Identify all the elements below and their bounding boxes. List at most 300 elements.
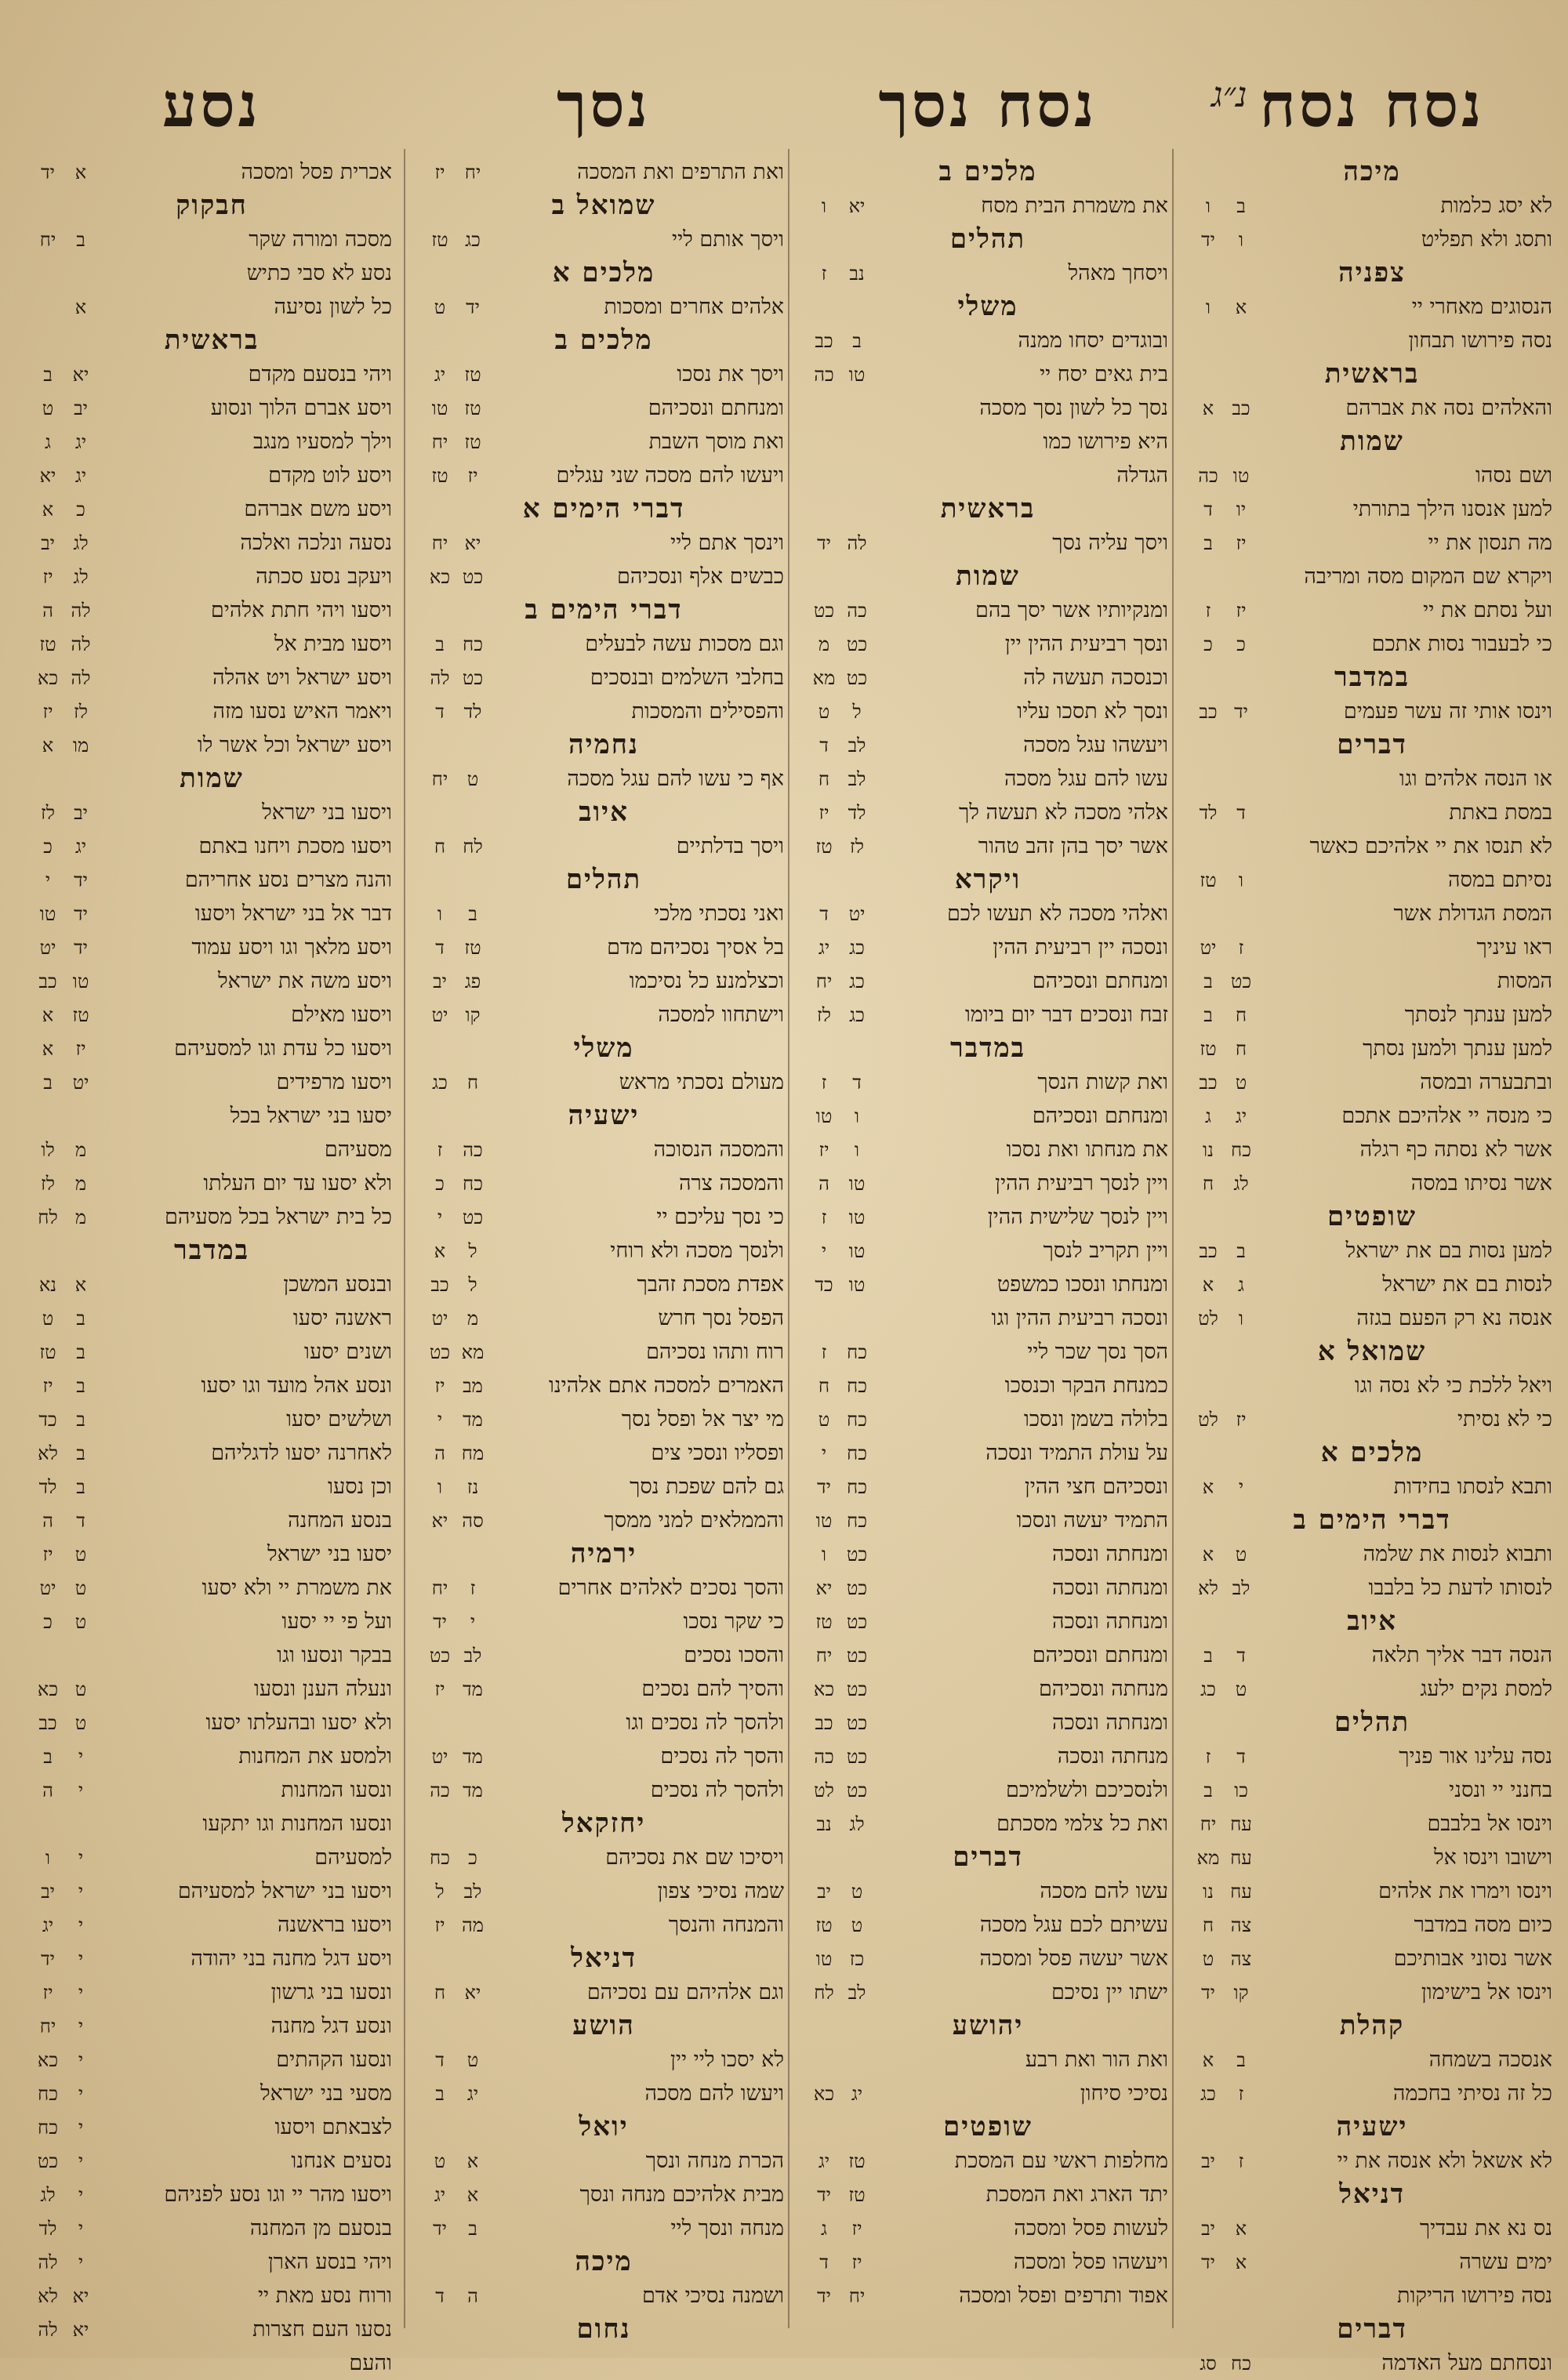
entry-text: ויהי בנסעם מקדם	[248, 362, 392, 386]
chapter-ref: יו	[1236, 499, 1247, 521]
chapter-ref: צה	[1230, 1914, 1252, 1936]
chapter-ref: ד	[1236, 1746, 1246, 1768]
verse-ref: ז	[1205, 1746, 1211, 1768]
chapter-ref: לג	[73, 566, 89, 588]
entry-text: ומנחתה ונסכה	[1051, 1609, 1168, 1634]
entry-text: לצבאתם ויסעו	[274, 2115, 392, 2139]
entry-text: נסע לא סבי כתיש	[246, 261, 392, 285]
entry-text: נסיתם במסה	[1447, 868, 1552, 892]
concordance-entry	[808, 1908, 1168, 1942]
chapter-ref: ט	[1235, 1072, 1247, 1094]
book-heading	[1192, 2009, 1552, 2043]
concordance-entry	[808, 1065, 1168, 1099]
entry-text: לעשות פסל ומסכה	[1014, 2216, 1168, 2240]
chapter-ref: ב	[1236, 1240, 1246, 1262]
verse-ref: ח	[818, 1375, 830, 1397]
chapter-ref: יא	[848, 195, 866, 217]
verse-ref: ח	[1202, 1914, 1214, 1936]
verse-ref: יח	[1200, 1813, 1217, 1835]
concordance-entry	[423, 1301, 784, 1335]
concordance-entry	[808, 1402, 1168, 1436]
column-heading: נסח נסך	[878, 70, 1098, 141]
entry-text: ונסעו בני גרשון	[270, 1980, 392, 2004]
book-name: נחמיה	[568, 729, 639, 760]
chapter-ref: מ	[466, 1308, 479, 1330]
entry-text: אפדת מסכת זהבך	[637, 1272, 784, 1297]
concordance-entry	[808, 2043, 1168, 2077]
entry-text: וכצלמנע כל נסיכמו	[629, 969, 784, 993]
concordance-entry	[423, 1740, 784, 1773]
book-heading	[1192, 357, 1552, 391]
concordance-entry	[1192, 2144, 1552, 2178]
entry-text: ולמסע את המחנות	[238, 1744, 392, 1769]
verse-ref: יז	[42, 1544, 53, 1566]
concordance-entry	[808, 1638, 1168, 1672]
entry-text: ויאמר האיש נסעו מזה	[212, 699, 392, 724]
concordance-entry	[1192, 1975, 1552, 2009]
concordance-entry	[423, 223, 784, 256]
verse-ref: ב	[1203, 1004, 1213, 1026]
verse-ref: כא	[37, 1678, 59, 1700]
entry-text: לא יסכו ליי יין	[670, 2048, 784, 2072]
chapter-ref: א	[74, 296, 87, 318]
entry-text: ולנסך מסכה ולא רוחי	[610, 1239, 784, 1263]
chapter-ref: ח	[466, 1072, 479, 1094]
chapter-ref: לב	[463, 1881, 482, 1903]
verse-ref: א	[42, 499, 54, 521]
concordance-entry	[31, 492, 392, 526]
concordance-entry	[1192, 1065, 1552, 1099]
chapter-ref: י	[1238, 1476, 1244, 1498]
verse-ref: ב	[1203, 971, 1213, 992]
entry-text: ויסיכו שם את נסכיהם	[605, 1845, 784, 1870]
book-name: בראשית	[164, 325, 260, 356]
book-heading	[423, 2110, 784, 2144]
chapter-ref: יד	[74, 903, 88, 925]
chapter-ref: כט	[846, 1577, 868, 1599]
entry-text: והסכו נסכים	[684, 1643, 784, 1667]
concordance-entry	[31, 2110, 392, 2144]
verse-ref: יג	[434, 2184, 446, 2206]
verse-ref: יז	[434, 1914, 445, 1936]
chapter-ref: לח	[463, 836, 483, 858]
concordance-entry	[31, 526, 392, 560]
verse-ref: ז	[437, 1139, 443, 1161]
concordance-entry	[423, 1133, 784, 1166]
column-rule	[1172, 149, 1174, 2328]
verse-ref: כד	[815, 1274, 833, 1296]
chapter-ref: ד	[1236, 802, 1246, 824]
concordance-entry	[31, 796, 392, 829]
entry-text: את משמרת הבית מסח	[981, 194, 1168, 218]
chapter-ref: מ	[74, 1206, 87, 1228]
book-heading	[1192, 425, 1552, 459]
verse-ref: א	[1202, 1476, 1214, 1498]
verse-ref: ז	[821, 1072, 827, 1094]
verse-ref: כח	[38, 2117, 58, 2139]
concordance-entry	[1192, 1470, 1552, 1504]
entry-text: מה תנסון את יי	[1428, 531, 1552, 555]
verse-ref: יז	[434, 161, 445, 183]
verse-ref: יח	[815, 1645, 833, 1667]
chapter-ref: צה	[1230, 1948, 1252, 1970]
verse-ref: ט	[42, 397, 54, 419]
entry-text: כבשים אלף ונסכיהם	[617, 564, 784, 589]
verse-ref: ב	[43, 1746, 53, 1768]
chapter-ref: כז	[849, 1948, 865, 1970]
entry-text: ולא יסעו ובהעלתו יסעו	[205, 1711, 392, 1735]
concordance-entry	[31, 931, 392, 964]
chapter-ref: א	[74, 161, 87, 183]
concordance-entry	[423, 357, 784, 391]
entry-text: אפוד ותרפים ופסל ומסכה	[959, 2284, 1168, 2308]
chapter-ref: י	[78, 1982, 84, 2004]
verse-ref: א	[42, 1004, 54, 1026]
concordance-entry	[423, 2178, 784, 2211]
entry-text: והמסכה צרה	[678, 1171, 784, 1195]
chapter-ref: יז	[1236, 532, 1247, 554]
chapter-ref: כג	[849, 1004, 865, 1026]
chapter-ref: טו	[848, 1206, 866, 1228]
concordance-entry	[808, 1605, 1168, 1638]
entry-text: וינסו אל בלבבם	[1427, 1812, 1552, 1836]
concordance-entry	[808, 1706, 1168, 1740]
entry-text: לא יסג כלמות	[1440, 194, 1552, 218]
concordance-entry	[808, 1807, 1168, 1841]
entry-text: מנחתה ונסכה	[1057, 1744, 1168, 1769]
chapter-ref: ל	[468, 1274, 477, 1296]
chapter-ref: כט	[846, 1746, 868, 1768]
book-name: ישעיה	[568, 1100, 640, 1131]
verse-ref: יט	[431, 1746, 448, 1768]
entry-text: ואת קשות הנסך	[1037, 1070, 1168, 1094]
chapter-ref: כט	[846, 1611, 868, 1633]
chapter-ref: ב	[1236, 2049, 1246, 2071]
entry-text: והנה מצרים נסע אחריהם	[184, 868, 392, 892]
entry-text: והמסכה הנסוכה	[653, 1137, 784, 1162]
book-name: שמות	[180, 763, 244, 794]
concordance-entry	[1192, 1402, 1552, 1436]
chapter-ref: כט	[846, 633, 868, 655]
entry-text: למסעיהם	[314, 1845, 392, 1870]
chapter-ref: קו	[465, 1004, 481, 1026]
entry-text: ויסעו בני ישראל	[262, 800, 392, 825]
book-name: משלי	[573, 1032, 634, 1064]
verse-ref: כט	[429, 1341, 451, 1363]
concordance-entry	[808, 998, 1168, 1032]
verse-ref: א	[1202, 1544, 1214, 1566]
entry-text: ותבא לנסתו בחידות	[1393, 1475, 1552, 1499]
entry-text: ובוגדים יסחו ממנה	[1018, 328, 1168, 353]
concordance-entry	[808, 762, 1168, 796]
concordance-entry	[808, 1436, 1168, 1470]
chapter-ref: כ	[1236, 633, 1246, 655]
entry-text: ויין לנסך שלישית ההין	[987, 1205, 1168, 1229]
verse-ref: כט	[813, 600, 835, 622]
entry-text: על עולת התמיד ונסכה	[985, 1441, 1168, 1465]
verse-ref: לא	[1198, 1577, 1218, 1599]
concordance-entry	[423, 2279, 784, 2313]
verse-ref: ו	[45, 1847, 51, 1869]
chapter-ref: מה	[461, 1914, 485, 1936]
entry-text: ומנחתם ונסכיהם	[1032, 1104, 1168, 1128]
entry-list	[808, 155, 1168, 2313]
entry-text: הסך נסך שכר ליי	[1027, 1340, 1168, 1364]
entry-text: ויהי בנסע הארן	[267, 2250, 392, 2274]
concordance-entry	[808, 459, 1168, 492]
concordance-entry	[423, 2144, 784, 2178]
verse-ref: לח	[814, 1982, 834, 2004]
verse-ref: כח	[38, 2083, 58, 2105]
chapter-ref: כט	[462, 1206, 484, 1228]
chapter-ref: כח	[463, 633, 483, 655]
book-name: בראשית	[1324, 358, 1420, 390]
book-name: בראשית	[940, 493, 1036, 524]
concordance-entry	[808, 1975, 1168, 2009]
chapter-ref: יח	[848, 2285, 866, 2307]
entry-text: ונסחתם מעל האדמה	[1381, 2351, 1552, 2375]
entry-text: ונסכה רביעית ההין וגו	[991, 1306, 1168, 1330]
concordance-entry	[1192, 1638, 1552, 1672]
chapter-ref: לד	[463, 701, 482, 723]
entry-text: ושנים יסעו	[304, 1340, 392, 1364]
verse-ref: ב	[1203, 1645, 1213, 1667]
concordance-entry	[31, 1335, 392, 1369]
verse-ref: כ	[43, 836, 53, 858]
concordance-entry	[423, 459, 784, 492]
concordance-entry	[808, 1301, 1168, 1335]
chapter-ref: טו	[848, 364, 866, 386]
verse-ref: ה	[42, 1510, 53, 1532]
concordance-entry	[31, 1841, 392, 1874]
book-name: תהלים	[949, 223, 1026, 255]
verse-ref: ב	[435, 633, 445, 655]
concordance-entry	[1192, 1773, 1552, 1807]
concordance-entry	[31, 897, 392, 931]
entry-text: לאחרנה יסעו לדגליהם	[211, 1441, 392, 1465]
entry-text: עשיתם לכם עגל מסכה	[979, 1913, 1168, 1937]
verse-ref: לז	[41, 1173, 55, 1195]
entry-text: ויעקב נסע סכתה	[256, 564, 392, 589]
entry-text: וינסו וימרו את אלהים	[1378, 1879, 1552, 1903]
chapter-ref: כ	[76, 499, 85, 521]
verse-ref: סג	[1200, 2353, 1217, 2375]
book-heading	[1192, 2110, 1552, 2144]
entry-text: כל לשון נסיעה	[274, 295, 392, 319]
concordance-entry	[423, 560, 784, 593]
chapter-ref: לה	[71, 633, 91, 655]
concordance-entry	[31, 1807, 392, 1841]
concordance-entry	[1192, 492, 1552, 526]
concordance-entry	[423, 1436, 784, 1470]
verse-ref: טו	[39, 903, 56, 925]
chapter-ref: ו	[1238, 869, 1244, 891]
chapter-ref: י	[78, 2049, 84, 2071]
concordance-entry	[423, 1504, 784, 1537]
verse-ref: טז	[431, 229, 448, 251]
concordance-entry	[423, 2211, 784, 2245]
entry-text: ולהסך לה נסכים וגו	[626, 1711, 784, 1735]
entry-text: כי נסך עליכם יי	[656, 1205, 784, 1229]
entry-text: היא פירושו כמו	[1043, 430, 1168, 454]
concordance-entry	[31, 1537, 392, 1571]
verse-ref: לא	[38, 2285, 58, 2307]
entry-text: דבר אל בני ישראל ויסעו	[194, 902, 392, 926]
book-heading	[31, 189, 392, 223]
chapter-ref: לב	[848, 1982, 866, 2004]
concordance-entry	[31, 2009, 392, 2043]
concordance-entry	[808, 1740, 1168, 1773]
chapter-ref: יד	[1234, 701, 1248, 723]
chapter-ref: ז	[1238, 937, 1244, 959]
book-name: נחום	[576, 2313, 631, 2345]
verse-ref: י	[437, 1206, 443, 1228]
verse-ref: יד	[1201, 229, 1215, 251]
concordance-entry	[808, 1504, 1168, 1537]
verse-ref: י	[437, 1409, 443, 1431]
book-name: מיכה	[1343, 156, 1401, 187]
entry-text: ויקרא שם המקום מסה ומריבה	[1304, 564, 1552, 589]
book-heading	[808, 2009, 1168, 2043]
chapter-ref: ב	[468, 903, 477, 925]
verse-ref: כה	[430, 1780, 450, 1801]
chapter-ref: ט	[851, 1914, 863, 1936]
entry-text: מסכה ומורה שקר	[249, 227, 392, 252]
entry-text: אף כי עשו להם עגל מסכה	[567, 767, 784, 791]
chapter-ref: ז	[470, 1577, 476, 1599]
concordance-entry	[31, 1133, 392, 1166]
verse-ref: טז	[1200, 1038, 1217, 1060]
entry-text: מסעי בני ישראל	[260, 2081, 392, 2106]
verse-ref: יג	[818, 937, 830, 959]
verse-ref: טז	[39, 1341, 56, 1363]
verse-ref: יז	[434, 1375, 445, 1397]
book-heading	[1192, 1436, 1552, 1470]
entry-text: ויסע לוט מקדם	[268, 463, 392, 488]
book-heading	[1192, 728, 1552, 762]
concordance-entry	[1192, 560, 1552, 593]
book-heading	[1192, 1605, 1552, 1638]
concordance-entry	[423, 964, 784, 998]
chapter-ref: טו	[848, 1240, 866, 1262]
entry-text: נסך כל לשון נסך מסכה	[979, 396, 1168, 420]
verse-ref: לג	[40, 2184, 56, 2206]
entry-text: את משמרת יי ולא יסעו	[201, 1576, 392, 1600]
book-name: מלכים א	[552, 257, 655, 288]
verse-ref: יג	[818, 2150, 830, 2172]
entry-text: וגם מסכות עשה לבעלים	[585, 632, 784, 656]
chapter-ref: טז	[848, 2150, 866, 2172]
book-heading	[808, 1841, 1168, 1874]
concordance-entry	[808, 593, 1168, 627]
chapter-ref: לב	[848, 768, 866, 790]
verse-ref: כב	[1199, 701, 1218, 723]
entry-text: ובתבערה ובמסה	[1420, 1070, 1552, 1094]
concordance-entry	[1192, 829, 1552, 863]
chapter-ref: כה	[463, 1139, 483, 1161]
chapter-ref: כב	[1232, 397, 1250, 419]
entry-text: אשר נסיתו במסה	[1410, 1171, 1552, 1195]
entry-text: אשר יסך בהן זהב טהור	[978, 834, 1168, 858]
concordance-entry	[423, 391, 784, 425]
verse-ref: יז	[818, 1139, 829, 1161]
entry-text: ויסחך מאהל	[1068, 261, 1168, 285]
concordance-entry	[31, 1706, 392, 1740]
verse-ref: ג	[1205, 1105, 1211, 1127]
verse-ref: טו	[815, 1105, 833, 1127]
chapter-ref: א	[1235, 2218, 1247, 2240]
verse-ref: ז	[821, 263, 827, 285]
entry-text: ומנחתה ונסכה	[1051, 1542, 1168, 1566]
entry-text: ויסע מלאך וגו ויסע עמוד	[191, 935, 392, 960]
verse-ref: יד	[817, 532, 831, 554]
verse-ref: כב	[1199, 1072, 1218, 1094]
book-heading	[808, 560, 1168, 593]
book-heading	[423, 2245, 784, 2279]
entry-text: ומנחתם ונסכיהם	[648, 396, 784, 420]
entry-text: ויסע דגל מחנה בני יהודה	[191, 1946, 392, 1971]
verse-ref: יט	[431, 1004, 448, 1026]
verse-ref: ח	[1202, 1173, 1214, 1195]
entry-list	[1192, 155, 1552, 2380]
concordance-entry	[1192, 2245, 1552, 2279]
entry-text: ויסעו מבית אל	[274, 632, 392, 656]
entry-text: אלהי מסכה לא תעשה לך	[959, 800, 1168, 825]
verse-ref: א	[1202, 397, 1214, 419]
concordance-entry	[808, 931, 1168, 964]
concordance-entry	[1192, 1571, 1552, 1605]
chapter-ref: סה	[462, 1510, 484, 1532]
book-name: שופטים	[1327, 1201, 1417, 1232]
chapter-ref: ט	[74, 1611, 87, 1633]
chapter-ref: טז	[464, 431, 481, 453]
verse-ref: יב	[1201, 2218, 1215, 2240]
verse-ref: ח	[434, 836, 446, 858]
chapter-ref: יד	[466, 296, 480, 318]
book-name: תהלים	[1334, 1707, 1410, 1738]
chapter-ref: ט	[1235, 1678, 1247, 1700]
verse-ref: ו	[821, 195, 827, 217]
book-name: מלכים ב	[938, 156, 1037, 187]
concordance-entry	[1192, 1841, 1552, 1874]
verse-ref: יט	[39, 1577, 56, 1599]
concordance-entry	[423, 998, 784, 1032]
concordance-entry	[31, 1268, 392, 1301]
verse-ref: ו	[437, 903, 443, 925]
chapter-ref: יז	[75, 1038, 86, 1060]
concordance-entry	[808, 1166, 1168, 1200]
entry-text: ונסך לא תסכו עליו	[1017, 699, 1168, 724]
book-name: דברי הימים ב	[1293, 1504, 1451, 1536]
verse-ref: כד	[38, 1409, 57, 1431]
concordance-entry	[423, 627, 784, 661]
chapter-ref: כה	[847, 600, 867, 622]
chapter-ref: טו	[848, 1274, 866, 1296]
entry-text: ומנחתם ונסכיהם	[1032, 969, 1168, 993]
concordance-entry	[1192, 762, 1552, 796]
book-heading	[423, 1942, 784, 1975]
concordance-entry	[1192, 324, 1552, 357]
verse-ref: כא	[429, 566, 451, 588]
entry-text: ושם נסהו	[1475, 463, 1552, 488]
verse-ref: יז	[434, 1678, 445, 1700]
concordance-entry	[31, 661, 392, 695]
verse-ref: יז	[42, 1982, 53, 2004]
concordance-entry	[808, 1470, 1168, 1504]
concordance-entry	[31, 1605, 392, 1638]
verse-ref: כט	[37, 2150, 59, 2172]
book-heading	[1192, 1504, 1552, 1537]
